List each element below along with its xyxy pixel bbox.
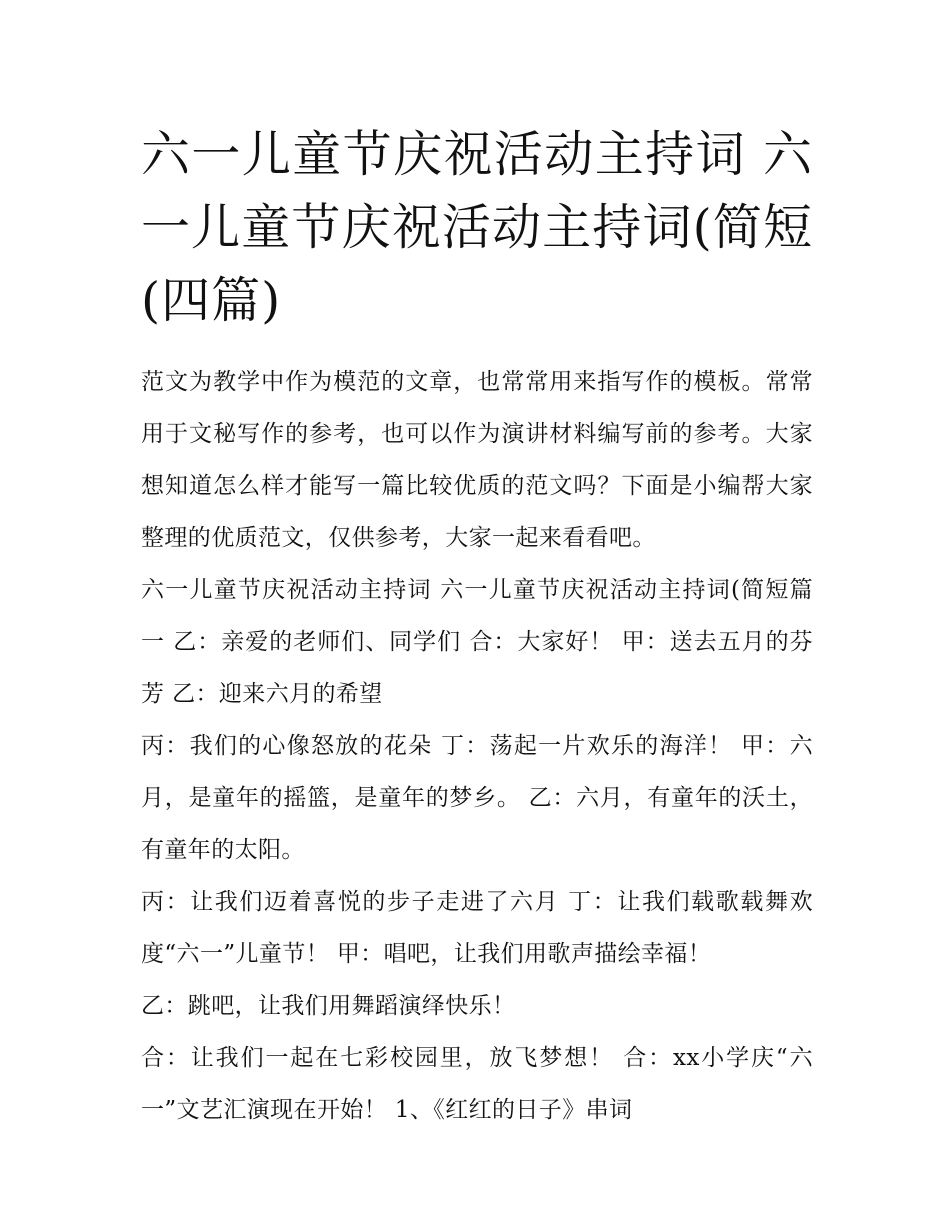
body-paragraph: 丙：让我们迈着喜悦的步子走进了六月 丁：让我们载歌载舞欢度“六一”儿童节！ 甲：唱吧，让我们用歌声描绘幸福！ [141, 889, 813, 967]
body-paragraph: 丙：我们的心像怒放的花朵 丁：荡起一片欢乐的海洋！ 甲：六月，是童年的摇篮，是童年的梦乡。 乙：六月，有童年的沃土，有童年的太阳。 [141, 733, 813, 863]
body-paragraph: 合：让我们一起在七彩校园里，放飞梦想！ 合：xx小学庆“六一”文艺汇演现在开始！ 1、《红红的日子》串词 [141, 1045, 813, 1123]
body-paragraph: 乙：跳吧，让我们用舞蹈演绎快乐！ [141, 993, 516, 1019]
intro-paragraph: 范文为教学中作为模范的文章，也常常用来指写作的模板。常常用于文秘写作的参考，也可以作为演讲材料编写前的参考。大家想知道怎么样才能写一篇比较优质的范文吗？下面是小编帮大家整理的优质范文，仅供参考，大家一起来看看吧。 [141, 369, 813, 551]
document-page [141, 118, 813, 1136]
body-paragraph: 六一儿童节庆祝活动主持词 六一儿童节庆祝活动主持词(简短篇一 乙：亲爱的老师们、同学们 合：大家好！ 甲：送去五月的芬芳 乙：迎来六月的希望 [141, 577, 813, 707]
document-title: 六一儿童节庆祝活动主持词 六一儿童节庆祝活动主持词(简短(四篇) [141, 126, 813, 329]
